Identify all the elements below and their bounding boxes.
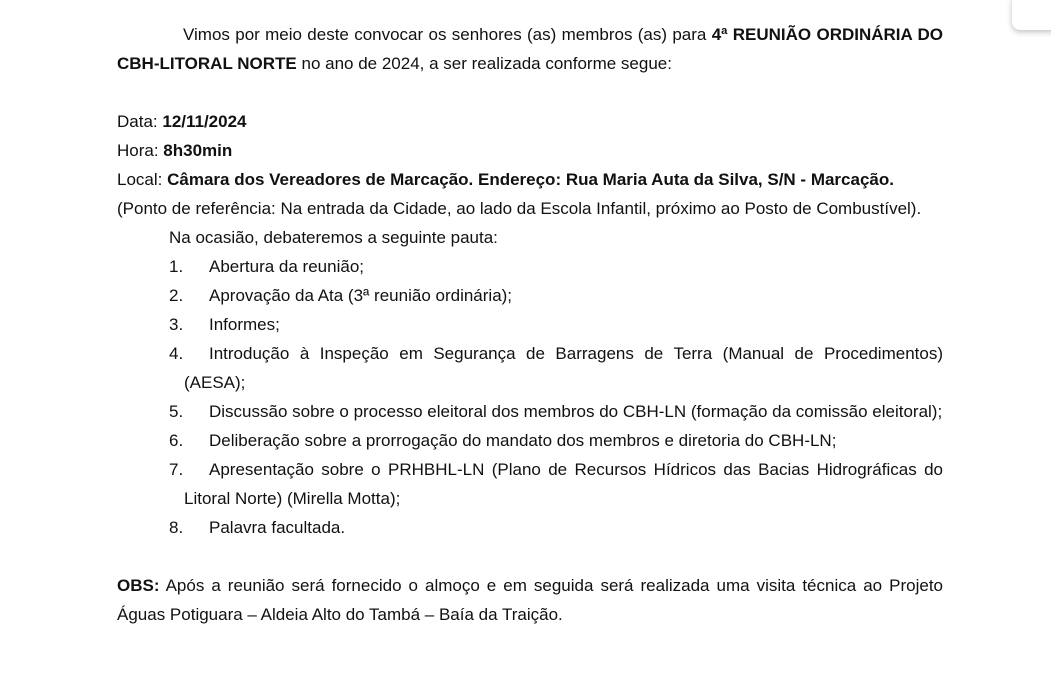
agenda-item-text: Informes; bbox=[209, 315, 280, 334]
agenda-item-number: 2. bbox=[169, 286, 184, 305]
agenda-item-text: Introdução à Inspeção em Segurança de Barragens de Terra (Manual de Procedimentos) (AESA); bbox=[184, 344, 943, 392]
agenda-item bbox=[117, 252, 943, 281]
agenda-item-number: 6. bbox=[169, 431, 184, 450]
obs-paragraph bbox=[117, 571, 943, 629]
agenda-item bbox=[117, 339, 943, 397]
agenda-item-text: Apresentação sobre o PRHBHL-LN (Plano de Recursos Hídricos das Bacias Hidrográficas do Litoral Norte) (Mirella Motta); bbox=[184, 460, 943, 508]
agenda-item-number: 3. bbox=[169, 315, 184, 334]
document-body bbox=[117, 20, 943, 629]
place-value: Câmara dos Vereadores de Marcação. Endereço: Rua Maria Auta da Silva, S/N - Marcação. bbox=[167, 170, 894, 189]
time-line bbox=[117, 136, 943, 165]
intro-text-after: no ano de 2024, a ser realizada conforme segue: bbox=[296, 54, 672, 73]
agenda-list bbox=[117, 252, 943, 542]
corner-popup-card bbox=[1012, 0, 1051, 30]
meeting-name: 4ª REUNIÃO ORDINÁRIA DO CBH-LITORAL NORTE bbox=[117, 25, 943, 73]
agenda-item-number: 1. bbox=[169, 257, 184, 276]
place-label: Local: bbox=[117, 170, 168, 189]
spacer bbox=[117, 542, 943, 571]
time-label: Hora: bbox=[117, 141, 164, 160]
agenda-item-number: 8. bbox=[169, 518, 184, 537]
date-value: 12/11/2024 bbox=[162, 112, 247, 131]
agenda-intro: Na ocasião, debateremos a seguinte pauta: bbox=[169, 228, 498, 247]
spacer bbox=[117, 78, 943, 107]
agenda-item-number: 5. bbox=[169, 402, 184, 421]
date-label: Data: bbox=[117, 112, 163, 131]
agenda-item bbox=[117, 397, 943, 426]
agenda-item bbox=[117, 455, 943, 513]
agenda-item-number: 7. bbox=[169, 460, 184, 479]
agenda-item bbox=[117, 513, 943, 542]
time-value: 8h30min bbox=[163, 141, 233, 160]
agenda-item bbox=[117, 426, 943, 455]
intro-paragraph bbox=[117, 20, 943, 78]
agenda-item-text: Palavra facultada. bbox=[209, 518, 346, 537]
intro-text-before: Vimos por meio deste convocar os senhores (as) membros (as) para bbox=[183, 25, 712, 44]
agenda-item-text: Abertura da reunião; bbox=[209, 257, 364, 276]
agenda-item bbox=[117, 310, 943, 339]
agenda-item-text: Deliberação sobre a prorrogação do mandato dos membros e diretoria do CBH-LN; bbox=[209, 431, 837, 450]
obs-label: OBS: bbox=[117, 576, 160, 595]
date-line bbox=[117, 107, 943, 136]
agenda-item bbox=[117, 281, 943, 310]
obs-text: Após a reunião será fornecido o almoço e em seguida será realizada uma visita técnica ao Projeto Águas Potiguara – Aldeia Alto do Tambá – Baía da Traição. bbox=[117, 576, 943, 624]
agenda-item-text: Discussão sobre o processo eleitoral dos membros do CBH-LN (formação da comissão eleitoral); bbox=[209, 402, 943, 421]
reference-note: (Ponto de referência: Na entrada da Cidade, ao lado da Escola Infantil, próximo ao Posto de Combustível). bbox=[117, 199, 922, 218]
agenda-item-text: Aprovação da Ata (3ª reunião ordinária); bbox=[209, 286, 513, 305]
place-line bbox=[117, 165, 943, 194]
agenda-item-number: 4. bbox=[169, 344, 184, 363]
